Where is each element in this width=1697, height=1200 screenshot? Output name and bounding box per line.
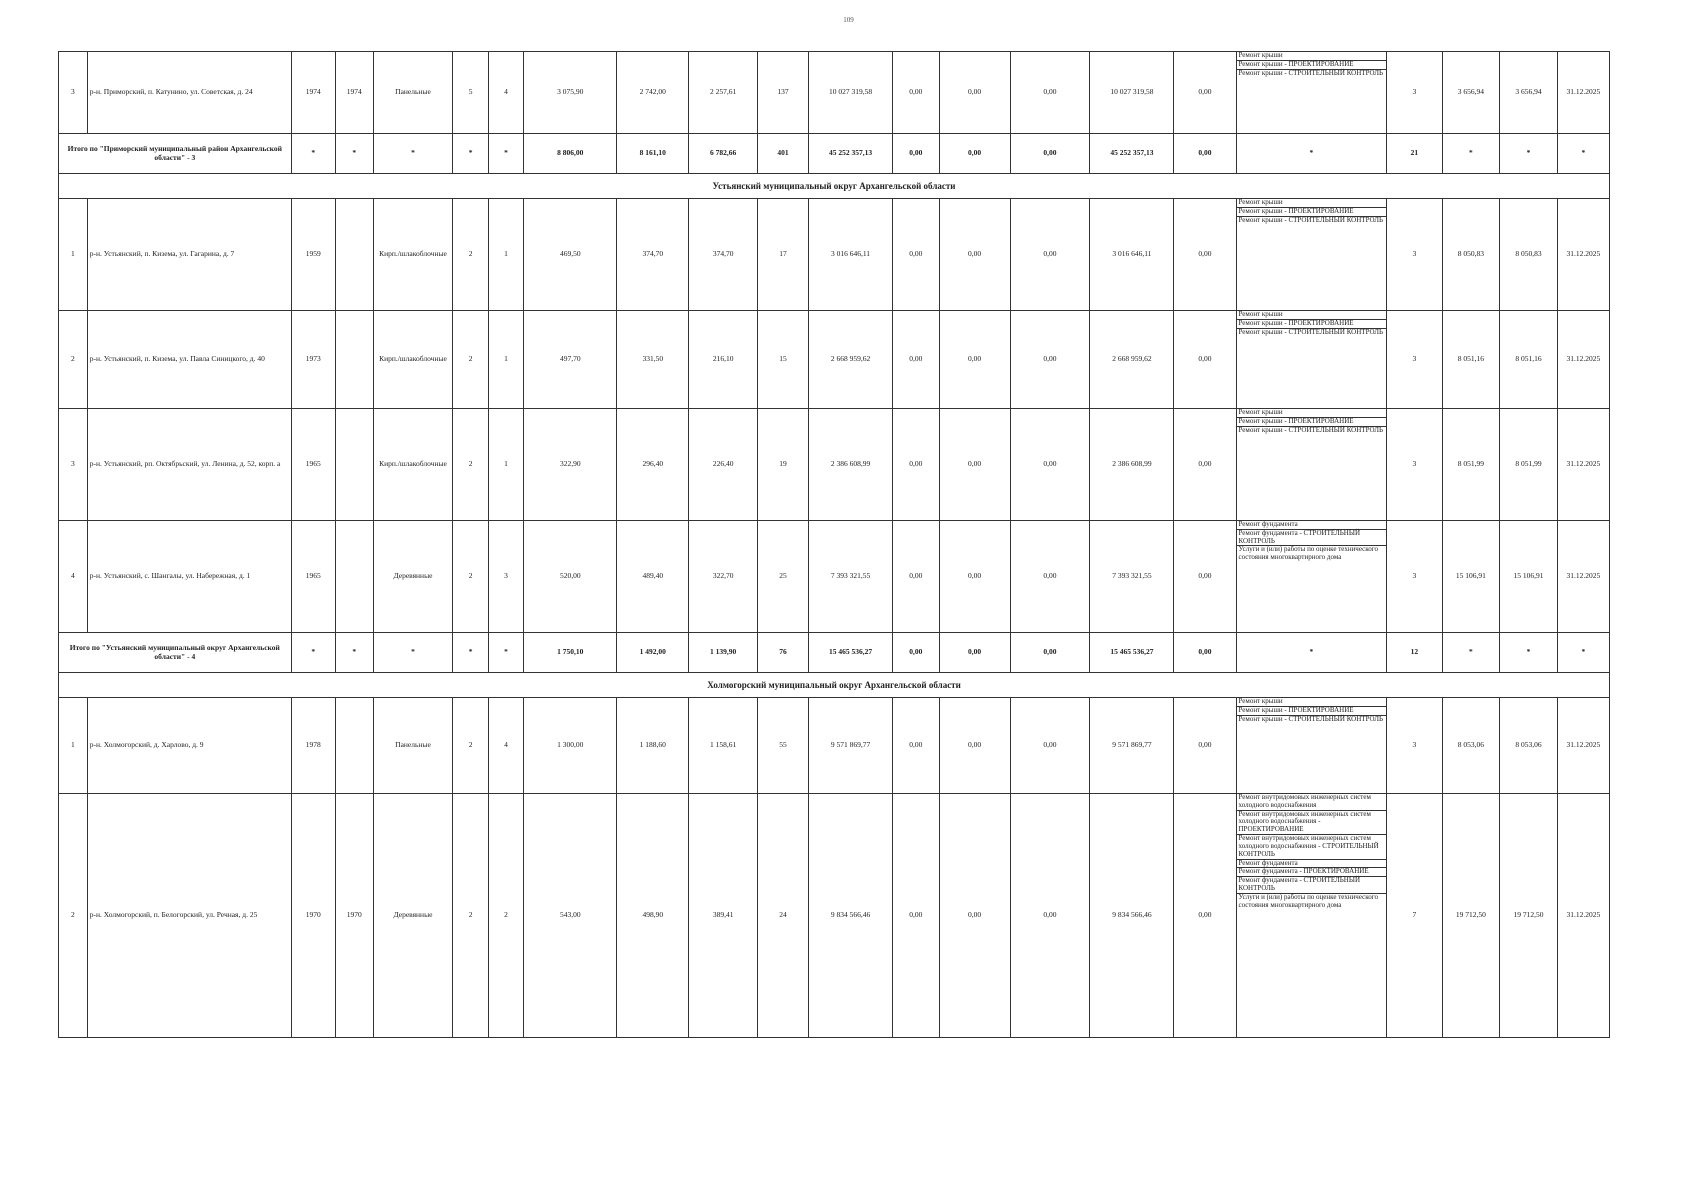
owners-fund-cell: 9 834 566,46 [1090,794,1174,1038]
fund-source-b-cell: 0,00 [939,311,1010,409]
owners-fund-cell: 3 016 646,11 [1090,199,1174,311]
living-area-cell: 2 257,61 [689,52,758,134]
work-item: Ремонт крыши - ПРОЕКТИРОВАНИЕ [1237,706,1387,715]
works-list-cell [1236,52,1387,134]
fund-source-c-cell: 0,00 [1010,199,1090,311]
works-list-cell [1236,521,1387,633]
work-item: Ремонт крыши [1238,310,1283,318]
fund-source-c-cell: 0,00 [1010,52,1090,134]
fund-source-b-cell: 0,00 [939,794,1010,1038]
entrances-cell: 1 [488,199,523,311]
work-item: Услуги и (или) работы по оценке технического состояния многоквартирного дома [1237,545,1387,562]
living-area-cell: 322,70 [689,521,758,633]
premises-area-cell: 1 492,00 [617,633,689,673]
total-cost-cell: 9 571 869,77 [808,698,892,794]
house-row [59,521,1610,633]
house-row [59,199,1610,311]
owners-fund-cell: 7 393 321,55 [1090,521,1174,633]
works-cell: * [1236,134,1387,174]
residents-cell: 25 [757,521,808,633]
fund-source-a-cell: 0,00 [893,409,940,521]
floors-cell: 2 [453,794,488,1038]
work-item: Ремонт крыши - СТРОИТЕЛЬНЫЙ КОНТРОЛЬ [1237,69,1387,78]
entrances-cell: 1 [488,311,523,409]
owners-fund-cell: 10 027 319,58 [1090,52,1174,134]
works-list-cell [1236,409,1387,521]
total-area-cell: 1 300,00 [524,698,617,794]
wall-material-cell: * [373,633,453,673]
unit-cost-cell: 8 051,16 [1442,311,1500,409]
year-built-cell: 1974 [291,52,335,134]
fund-source-c-cell: 0,00 [1010,409,1090,521]
unit-cost-cell: * [1442,134,1500,174]
living-area-cell: 6 782,66 [689,134,758,174]
works-list-cell [1236,698,1387,794]
row-number-cell: 3 [59,409,88,521]
works-cell: * [1236,633,1387,673]
works-list-cell [1236,311,1387,409]
fund-source-b-cell: 0,00 [939,134,1010,174]
work-item: Ремонт крыши - СТРОИТЕЛЬНЫЙ КОНТРОЛЬ [1237,328,1387,337]
year-built-cell: 1978 [291,698,335,794]
living-area-cell: 374,70 [689,199,758,311]
wall-material-cell: Деревянные [373,521,453,633]
other-fund-cell: 0,00 [1174,794,1236,1038]
unit-cost-cell: 19 712,50 [1442,794,1500,1038]
fund-source-b-cell: 0,00 [939,521,1010,633]
fund-source-a-cell: 0,00 [893,52,940,134]
work-item: Ремонт крыши [1238,697,1283,705]
living-area-cell: 1 139,90 [689,633,758,673]
wall-material-cell: Кирп./шлакоблочные [373,409,453,521]
address-cell: р-н. Устьянский, п. Кизема, ул. Павла Синицкого, д. 40 [87,311,291,409]
premises-area-cell: 2 742,00 [617,52,689,134]
living-area-cell: 1 158,61 [689,698,758,794]
total-cost-cell: 7 393 321,55 [808,521,892,633]
fund-source-b-cell: 0,00 [939,199,1010,311]
row-number-cell: 4 [59,521,88,633]
fund-source-a-cell: 0,00 [893,521,940,633]
fund-source-c-cell: 0,00 [1010,633,1090,673]
wall-material-cell: Панельные [373,698,453,794]
works-list [1237,199,1387,224]
floors-cell: 2 [453,409,488,521]
wall-material-cell: Панельные [373,52,453,134]
year-built-cell: 1959 [291,199,335,311]
row-number-cell: 1 [59,199,88,311]
deadline-cell: 31.12.2025 [1557,52,1609,134]
address-cell: р-н. Холмогорский, д. Харлово, д. 9 [87,698,291,794]
entrances-cell: 3 [488,521,523,633]
year-built-cell: 1965 [291,409,335,521]
works-list [1237,698,1387,723]
residents-cell: 24 [757,794,808,1038]
row-number-cell: 2 [59,794,88,1038]
total-area-cell: 469,50 [524,199,617,311]
deadline-cell: 31.12.2025 [1557,698,1609,794]
floors-cell: * [453,633,488,673]
subtotal-row [59,633,1610,673]
house-row [59,698,1610,794]
year-renovated-cell: 1974 [335,52,373,134]
fund-source-a-cell: 0,00 [893,794,940,1038]
fund-source-b-cell: 0,00 [939,633,1010,673]
owners-fund-cell: 2 668 959,62 [1090,311,1174,409]
owners-fund-cell: 45 252 357,13 [1090,134,1174,174]
wall-material-cell: Деревянные [373,794,453,1038]
section-title: Устьянский муниципальный округ Архангельской области [59,174,1610,199]
address-cell: р-н. Устьянский, п. Кизема, ул. Гагарина, д. 7 [87,199,291,311]
work-item: Ремонт крыши [1238,408,1283,416]
floors-cell: 5 [453,52,488,134]
fund-source-a-cell: 0,00 [893,311,940,409]
address-cell: р-н. Устьянский, с. Шангалы, ул. Набережная, д. 1 [87,521,291,633]
works-count-cell: 12 [1387,633,1442,673]
residents-cell: 401 [757,134,808,174]
total-cost-cell: 10 027 319,58 [808,52,892,134]
works-count-cell: 7 [1387,794,1442,1038]
entrances-cell: * [488,633,523,673]
deadline-cell: 31.12.2025 [1557,199,1609,311]
work-item: Ремонт фундамента - СТРОИТЕЛЬНЫЙ КОНТРОЛЬ [1237,876,1387,893]
work-item: Ремонт крыши - ПРОЕКТИРОВАНИЕ [1237,60,1387,69]
year-renovated-cell [335,311,373,409]
other-fund-cell: 0,00 [1174,409,1236,521]
fund-source-c-cell: 0,00 [1010,134,1090,174]
works-count-cell: 21 [1387,134,1442,174]
residents-cell: 17 [757,199,808,311]
premises-area-cell: 8 161,10 [617,134,689,174]
wall-material-cell: Кирп./шлакоблочные [373,311,453,409]
fund-source-b-cell: 0,00 [939,698,1010,794]
total-area-cell: 520,00 [524,521,617,633]
deadline-cell: 31.12.2025 [1557,409,1609,521]
residents-cell: 55 [757,698,808,794]
unit-cost-cell: 8 051,99 [1442,409,1500,521]
total-cost-cell: 15 465 536,27 [808,633,892,673]
row-number-cell: 2 [59,311,88,409]
fund-source-a-cell: 0,00 [893,633,940,673]
residents-cell: 19 [757,409,808,521]
work-item: Ремонт крыши - СТРОИТЕЛЬНЫЙ КОНТРОЛЬ [1237,216,1387,225]
year-renovated-cell: * [335,633,373,673]
fund-source-b-cell: 0,00 [939,52,1010,134]
work-item: Ремонт крыши - ПРОЕКТИРОВАНИЕ [1237,319,1387,328]
other-fund-cell: 0,00 [1174,134,1236,174]
work-item: Ремонт фундамента [1237,859,1387,868]
row-number-cell: 1 [59,698,88,794]
unit-cost-limit-cell: * [1500,134,1558,174]
owners-fund-cell: 2 386 608,99 [1090,409,1174,521]
work-item: Ремонт крыши - СТРОИТЕЛЬНЫЙ КОНТРОЛЬ [1237,426,1387,435]
other-fund-cell: 0,00 [1174,633,1236,673]
page-number: 109 [843,16,854,24]
year-built-cell: 1965 [291,521,335,633]
year-built-cell: 1970 [291,794,335,1038]
works-count-cell: 3 [1387,409,1442,521]
entrances-cell: * [488,134,523,174]
house-row [59,311,1610,409]
year-renovated-cell: 1970 [335,794,373,1038]
table-body [59,52,1610,1038]
works-list-cell [1236,199,1387,311]
fund-source-a-cell: 0,00 [893,134,940,174]
total-cost-cell: 45 252 357,13 [808,134,892,174]
premises-area-cell: 1 188,60 [617,698,689,794]
other-fund-cell: 0,00 [1174,311,1236,409]
living-area-cell: 389,41 [689,794,758,1038]
house-row [59,52,1610,134]
house-row [59,409,1610,521]
other-fund-cell: 0,00 [1174,52,1236,134]
work-item: Ремонт крыши [1238,51,1283,59]
unit-cost-cell: * [1442,633,1500,673]
house-row [59,794,1610,1038]
total-cost-cell: 3 016 646,11 [808,199,892,311]
floors-cell: 2 [453,311,488,409]
work-item: Услуги и (или) работы по оценке технического состояния многоквартирного дома [1237,893,1387,910]
unit-cost-limit-cell: 8 051,16 [1500,311,1558,409]
year-renovated-cell: * [335,134,373,174]
unit-cost-cell: 3 656,94 [1442,52,1500,134]
premises-area-cell: 331,50 [617,311,689,409]
premises-area-cell: 296,40 [617,409,689,521]
works-list [1237,794,1387,910]
work-item: Ремонт внутридомовых инженерных систем холодного водоснабжения - СТРОИТЕЛЬНЫЙ КОНТРОЛЬ [1237,834,1387,858]
work-item: Ремонт крыши - ПРОЕКТИРОВАНИЕ [1237,207,1387,216]
owners-fund-cell: 9 571 869,77 [1090,698,1174,794]
deadline-cell: 31.12.2025 [1557,311,1609,409]
unit-cost-cell: 15 106,91 [1442,521,1500,633]
works-list [1237,409,1387,434]
year-renovated-cell [335,698,373,794]
works-list [1237,311,1387,336]
fund-source-c-cell: 0,00 [1010,698,1090,794]
fund-source-b-cell: 0,00 [939,409,1010,521]
year-built-cell: 1973 [291,311,335,409]
works-count-cell: 3 [1387,52,1442,134]
unit-cost-cell: 8 053,06 [1442,698,1500,794]
address-cell: р-н. Устьянский, рп. Октябрьский, ул. Ленина, д. 52, корп. а [87,409,291,521]
address-cell: р-н. Холмогорский, п. Белогорский, ул. Речная, д. 25 [87,794,291,1038]
floors-cell: * [453,134,488,174]
unit-cost-limit-cell: 15 106,91 [1500,521,1558,633]
capital-repair-register-table [58,51,1610,1038]
deadline-cell: * [1557,633,1609,673]
living-area-cell: 226,40 [689,409,758,521]
fund-source-c-cell: 0,00 [1010,794,1090,1038]
entrances-cell: 1 [488,409,523,521]
total-area-cell: 543,00 [524,794,617,1038]
work-item: Ремонт крыши [1238,198,1283,206]
unit-cost-limit-cell: 8 051,99 [1500,409,1558,521]
works-list-cell [1236,794,1387,1038]
section-header-row [59,673,1610,698]
living-area-cell: 216,10 [689,311,758,409]
total-area-cell: 497,70 [524,311,617,409]
fund-source-a-cell: 0,00 [893,698,940,794]
works-count-cell: 3 [1387,698,1442,794]
other-fund-cell: 0,00 [1174,698,1236,794]
premises-area-cell: 489,40 [617,521,689,633]
unit-cost-limit-cell: 3 656,94 [1500,52,1558,134]
floors-cell: 2 [453,521,488,633]
section-title: Холмогорский муниципальный округ Архангельской области [59,673,1610,698]
floors-cell: 2 [453,199,488,311]
work-item: Ремонт внутридомовых инженерных систем холодного водоснабжения [1238,793,1371,809]
other-fund-cell: 0,00 [1174,521,1236,633]
works-list [1237,52,1387,77]
total-cost-cell: 2 668 959,62 [808,311,892,409]
year-renovated-cell [335,199,373,311]
unit-cost-limit-cell: * [1500,633,1558,673]
year-built-cell: * [291,633,335,673]
total-area-cell: 1 750,10 [524,633,617,673]
year-built-cell: * [291,134,335,174]
subtotal-label: Итого по "Устьянский муниципальный округ Архангельской области" - 4 [59,633,292,673]
work-item: Ремонт фундамента [1238,520,1298,528]
works-list [1237,521,1387,562]
works-count-cell: 3 [1387,521,1442,633]
works-count-cell: 3 [1387,311,1442,409]
residents-cell: 137 [757,52,808,134]
work-item: Ремонт внутридомовых инженерных систем холодного водоснабжения - ПРОЕКТИРОВАНИЕ [1237,810,1387,834]
residents-cell: 76 [757,633,808,673]
entrances-cell: 4 [488,52,523,134]
year-renovated-cell [335,521,373,633]
total-cost-cell: 9 834 566,46 [808,794,892,1038]
entrances-cell: 4 [488,698,523,794]
unit-cost-limit-cell: 19 712,50 [1500,794,1558,1038]
unit-cost-cell: 8 050,83 [1442,199,1500,311]
subtotal-row [59,134,1610,174]
fund-source-a-cell: 0,00 [893,199,940,311]
row-number-cell: 3 [59,52,88,134]
work-item: Ремонт фундамента - СТРОИТЕЛЬНЫЙ КОНТРОЛЬ [1237,529,1387,546]
wall-material-cell: * [373,134,453,174]
total-area-cell: 8 806,00 [524,134,617,174]
deadline-cell: 31.12.2025 [1557,521,1609,633]
deadline-cell: * [1557,134,1609,174]
premises-area-cell: 374,70 [617,199,689,311]
subtotal-label: Итого по "Приморский муниципальный район Архангельской области" - 3 [59,134,292,174]
unit-cost-limit-cell: 8 053,06 [1500,698,1558,794]
deadline-cell: 31.12.2025 [1557,794,1609,1038]
floors-cell: 2 [453,698,488,794]
owners-fund-cell: 15 465 536,27 [1090,633,1174,673]
fund-source-c-cell: 0,00 [1010,311,1090,409]
work-item: Ремонт крыши - СТРОИТЕЛЬНЫЙ КОНТРОЛЬ [1237,715,1387,724]
residents-cell: 15 [757,311,808,409]
wall-material-cell: Кирп./шлакоблочные [373,199,453,311]
other-fund-cell: 0,00 [1174,199,1236,311]
address-cell: р-н. Приморский, п. Катунино, ул. Советская, д. 24 [87,52,291,134]
entrances-cell: 2 [488,794,523,1038]
year-renovated-cell [335,409,373,521]
fund-source-c-cell: 0,00 [1010,521,1090,633]
work-item: Ремонт крыши - ПРОЕКТИРОВАНИЕ [1237,417,1387,426]
premises-area-cell: 498,90 [617,794,689,1038]
total-cost-cell: 2 386 608,99 [808,409,892,521]
section-header-row [59,174,1610,199]
works-count-cell: 3 [1387,199,1442,311]
total-area-cell: 3 075,90 [524,52,617,134]
unit-cost-limit-cell: 8 050,83 [1500,199,1558,311]
work-item: Ремонт фундамента - ПРОЕКТИРОВАНИЕ [1237,867,1387,876]
total-area-cell: 322,90 [524,409,617,521]
